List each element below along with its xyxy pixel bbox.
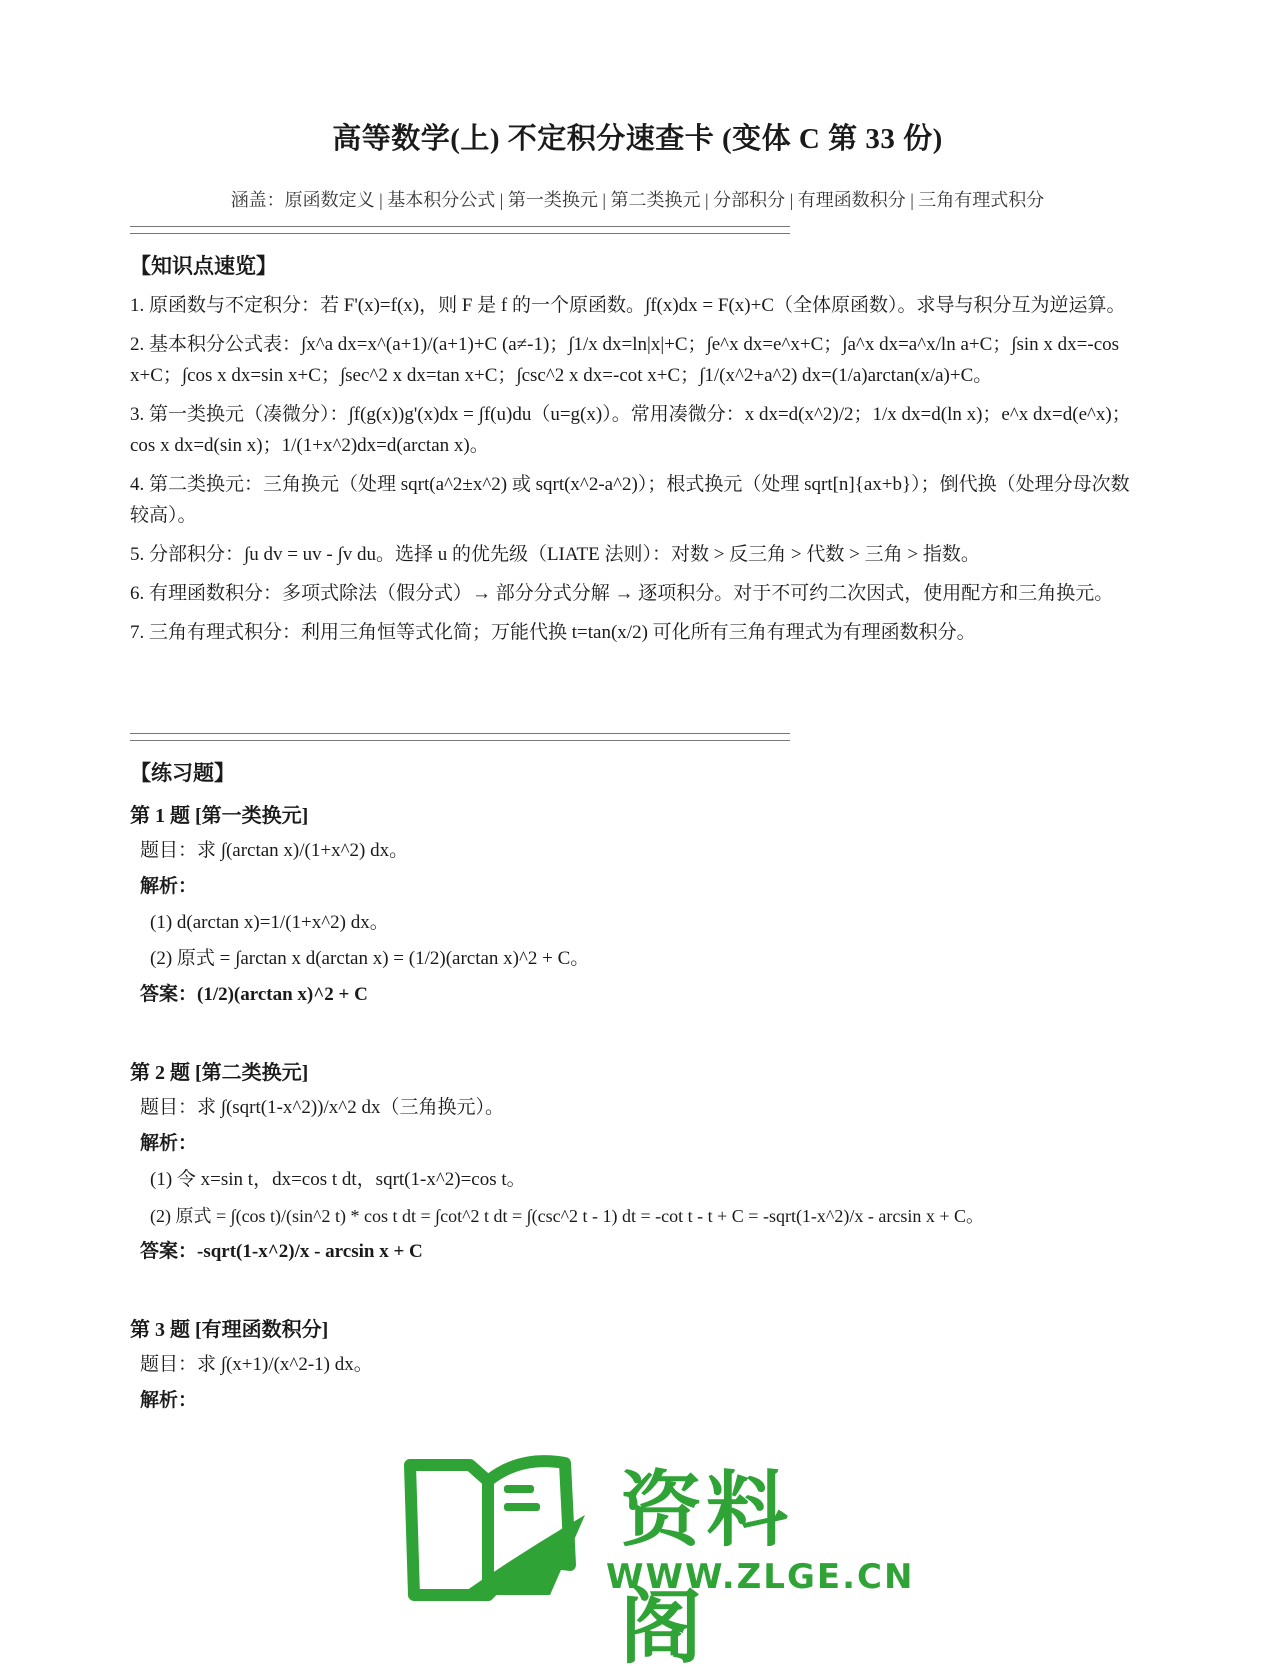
watermark-brand: 资料阁 — [620, 1463, 793, 1675]
document-title: 高等数学(上) 不定积分速查卡 (变体 C 第 33 份) — [332, 123, 943, 155]
analysis-label: 解析： — [140, 876, 198, 897]
watermark-url: WWW.ZLGE.CN — [606, 1557, 915, 1597]
analysis-step: (2) 原式 = ∫arctan x d(arctan x) = (1/2)(arctan x)^2 + C。 — [150, 948, 590, 969]
document-subtitle: 涵盖：原函数定义 | 基本积分公式 | 第一类换元 | 第二类换元 | 分部积分 | 有理函数积分 | 三角有理式积分 — [230, 190, 1045, 210]
question-problem: 题目：求 ∫(x+1)/(x^2-1) dx。 — [140, 1354, 373, 1375]
knowledge-item: 6. 有理函数积分：多项式除法（假分式）→ 部分分式分解 → 逐项积分。对于不可约二次因式，使用配方和三角换元。 — [130, 583, 1114, 604]
practice-section — [130, 757, 1145, 1416]
open-book-folder-icon — [400, 1445, 600, 1605]
practice-heading: 【练习题】 — [130, 761, 235, 785]
question-problem: 题目：求 ∫(arctan x)/(1+x^2) dx。 — [140, 840, 409, 861]
knowledge-item: 1. 原函数与不定积分：若 F'(x)=f(x)，则 F 是 f 的一个原函数。∫f(x)dx = F(x)+C（全体原函数）。求导与积分互为逆运算。 — [130, 295, 1126, 316]
analysis-label: 解析： — [140, 1133, 198, 1154]
question-block — [130, 799, 1145, 1010]
question-answer: 答案：(1/2)(arctan x)^2 + C — [140, 984, 368, 1005]
knowledge-item: 7. 三角有理式积分：利用三角恒等式化简；万能代换 t=tan(x/2) 可化所有三角有理式为有理函数积分。 — [130, 622, 976, 643]
question-answer: 答案：-sqrt(1-x^2)/x - arcsin x + C — [140, 1241, 423, 1262]
question-heading: 第 3 题 [有理函数积分] — [130, 1319, 329, 1341]
section-divider — [130, 733, 790, 741]
knowledge-item: 5. 分部积分：∫u dv = uv - ∫v du。选择 u 的优先级（LIATE 法则）：对数 > 反三角 > 代数 > 三角 > 指数。 — [130, 544, 980, 565]
knowledge-item: 4. 第二类换元：三角换元（处理 sqrt(a^2±x^2) 或 sqrt(x^2-a^2)）；根式换元（处理 sqrt[n]{ax+b}）；倒代换（处理分母次数较高）。 — [130, 474, 1130, 526]
knowledge-section — [130, 250, 1145, 656]
analysis-step: (1) d(arctan x)=1/(1+x^2) dx。 — [150, 912, 389, 933]
question-heading: 第 1 题 [第一类换元] — [130, 805, 309, 827]
analysis-label: 解析： — [140, 1390, 198, 1411]
knowledge-item: 2. 基本积分公式表：∫x^a dx=x^(a+1)/(a+1)+C (a≠-1)；∫1/x dx=ln|x|+C；∫e^x dx=e^x+C；∫a^x dx=a^x/ln a+C；∫sin x dx=-cos x+C；∫cos x dx=sin x+C；∫sec^2 x dx=tan x+C；∫csc^2 x dx=-cot x+C；∫1/(x^2+a^2) dx=(1/a)arctan(x/a)+C。 — [130, 334, 1120, 386]
question-heading: 第 2 题 [第二类换元] — [130, 1062, 309, 1084]
analysis-step: (2) 原式 = ∫(cos t)/(sin^2 t) * cos t dt = ∫cot^2 t dt = ∫(csc^2 t - 1) dt = -cot t - t + C = -sqrt(1-x^2)/x - arcsin x + C。 — [150, 1206, 985, 1226]
analysis-step: (1) 令 x=sin t，dx=cos t dt，sqrt(1-x^2)=cos t。 — [150, 1169, 526, 1190]
question-block — [130, 1313, 1145, 1416]
section-divider — [130, 226, 790, 234]
question-block — [130, 1056, 1145, 1267]
watermark — [400, 1445, 915, 1675]
knowledge-item: 3. 第一类换元（凑微分）：∫f(g(x))g'(x)dx = ∫f(u)du（u=g(x)）。常用凑微分：x dx=d(x^2)/2；1/x dx=d(ln x)；e^x dx=d(e^x)；cos x dx=d(sin x)；1/(1+x^2)dx=d(arctan x)。 — [130, 404, 1131, 456]
question-problem: 题目：求 ∫(sqrt(1-x^2))/x^2 dx（三角换元）。 — [140, 1097, 504, 1118]
knowledge-heading: 【知识点速览】 — [130, 254, 277, 278]
